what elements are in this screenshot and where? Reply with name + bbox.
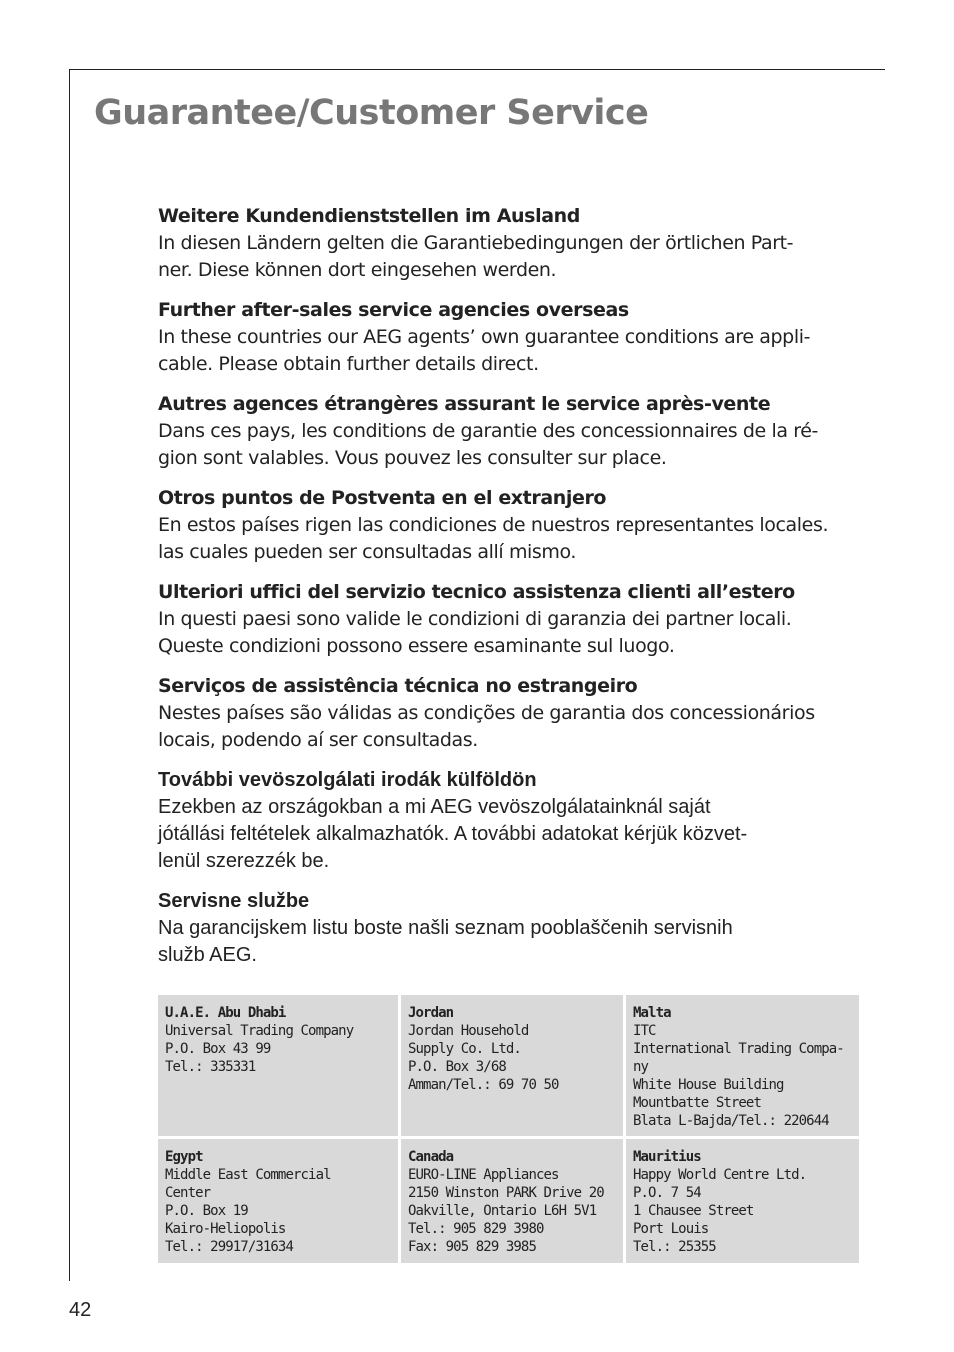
contact-line: Supply Co. Ltd.: [408, 1041, 521, 1057]
contact-line: P.O. 7 54: [633, 1185, 701, 1201]
contact-cell-uae: [158, 995, 398, 1136]
contact-line: 2150 Winston PARK Drive 20: [408, 1185, 604, 1201]
section-text-line: Nestes países são válidas as condições de garantia dos concessionários: [158, 702, 815, 724]
contact-line: Oakville, Ontario L6H 5V1: [408, 1203, 597, 1219]
contact-country: U.A.E. Abu Dhabi: [165, 1005, 286, 1021]
contact-line: Tel.: 905 829 3980: [408, 1221, 544, 1237]
section-english: [158, 297, 863, 378]
section-text-line: jótállási feltételek alkalmazhatók. A további adatokat kérjük közvet-: [158, 823, 748, 845]
contact-line: Amman/Tel.: 69 70 50: [408, 1077, 559, 1093]
section-text-line: gion sont valables. Vous pouvez les consulter sur place.: [158, 447, 667, 469]
contact-country: Mauritius: [633, 1149, 701, 1165]
section-heading: Serviços de assistência técnica no estrangeiro: [158, 675, 638, 697]
contact-line: P.O. Box 3/68: [408, 1059, 506, 1075]
page-number: 42: [69, 1299, 92, 1321]
contact-country: Canada: [408, 1149, 454, 1165]
contact-cell-malta: [626, 995, 859, 1136]
section-heading: Otros puntos de Postventa en el extranjero: [158, 487, 607, 509]
contact-line: Kairo-Heliopolis: [165, 1221, 286, 1237]
contact-table: [158, 995, 859, 1266]
contact-line: Middle East Commercial: [165, 1167, 331, 1183]
section-text-line: las cuales pueden ser consultadas allí mismo.: [158, 541, 577, 563]
contact-line: Universal Trading Company: [165, 1023, 354, 1039]
contact-line: ITC: [633, 1023, 656, 1039]
contact-cell-jordan: [401, 995, 623, 1136]
contact-line: EURO-LINE Appliances: [408, 1167, 559, 1183]
contact-line: Jordan Household: [408, 1023, 529, 1039]
section-text-line: locais, podendo aí ser consultadas.: [158, 729, 478, 751]
contact-country: Egypt: [165, 1149, 203, 1165]
section-heading: Further after-sales service agencies overseas: [158, 299, 629, 321]
section-text-line: Queste condizioni possono essere esaminante sul luogo.: [158, 635, 675, 657]
contact-line: Fax: 905 829 3985: [408, 1239, 536, 1255]
section-heading: Ulteriori uffici del servizio tecnico assistenza clienti all’estero: [158, 581, 795, 603]
section-hungarian: [158, 767, 863, 875]
contact-cell-canada: [401, 1139, 623, 1263]
contact-line: Blata L-Bajda/Tel.: 220644: [633, 1113, 829, 1129]
service-sections: [158, 203, 863, 982]
section-heading: További vevöszolgálati irodák külföldön: [158, 769, 537, 791]
section-text-line: cable. Please obtain further details direct.: [158, 353, 539, 375]
contact-line: White House Building: [633, 1077, 784, 1093]
contact-cell-egypt: [158, 1139, 398, 1263]
section-text-line: ner. Diese können dort eingesehen werden.: [158, 259, 557, 281]
section-text-line: In these countries our AEG agents’ own guarantee conditions are appli-: [158, 326, 811, 348]
section-portuguese: [158, 673, 863, 754]
section-text-line: Dans ces pays, les conditions de garantie des concessionnaires de la ré-: [158, 420, 818, 442]
section-italian: [158, 579, 863, 660]
section-text-line: In questi paesi sono valide le condizioni di garanzia dei partner locali.: [158, 608, 792, 630]
contact-country: Malta: [633, 1005, 671, 1021]
section-slovenian: [158, 888, 863, 969]
contact-row: [158, 1139, 859, 1263]
contact-line: 1 Chausee Street: [633, 1203, 754, 1219]
section-heading: Weitere Kundendienststellen im Ausland: [158, 205, 580, 227]
section-german: [158, 203, 863, 284]
contact-line: P.O. Box 19: [165, 1203, 248, 1219]
section-text-line: En estos países rigen las condiciones de nuestros representantes locales.: [158, 514, 829, 536]
contact-line: International Trading Compa-: [633, 1041, 844, 1057]
section-spanish: [158, 485, 863, 566]
contact-line: Tel.: 25355: [633, 1239, 716, 1255]
contact-line: Mountbatte Street: [633, 1095, 761, 1111]
section-heading: Autres agences étrangères assurant le service après-vente: [158, 393, 771, 415]
contact-line: Happy World Centre Ltd.: [633, 1167, 807, 1183]
top-rule: [69, 69, 885, 70]
page-title: Guarantee/Customer Service: [94, 93, 649, 133]
contact-line: P.O. Box 43 99: [165, 1041, 271, 1057]
contact-country: Jordan: [408, 1005, 454, 1021]
contact-row: [158, 995, 859, 1136]
contact-line: Tel.: 29917/31634: [165, 1239, 293, 1255]
section-text-line: lenül szerezzék be.: [158, 850, 330, 872]
contact-line: ny: [633, 1059, 649, 1075]
contact-line: Port Louis: [633, 1221, 709, 1237]
left-rule: [69, 69, 70, 1281]
contact-line: Tel.: 335331: [165, 1059, 256, 1075]
section-text-line: Ezekben az országokban a mi AEG vevöszolgálatainknál saját: [158, 796, 711, 818]
section-french: [158, 391, 863, 472]
contact-cell-mauritius: [626, 1139, 859, 1263]
section-text-line: služb AEG.: [158, 944, 257, 966]
section-heading: Servisne službe: [158, 890, 310, 912]
section-text-line: In diesen Ländern gelten die Garantiebedingungen der örtlichen Part-: [158, 232, 794, 254]
contact-line: Center: [165, 1185, 211, 1201]
section-text-line: Na garancijskem listu boste našli seznam pooblaščenih servisnih: [158, 917, 733, 939]
